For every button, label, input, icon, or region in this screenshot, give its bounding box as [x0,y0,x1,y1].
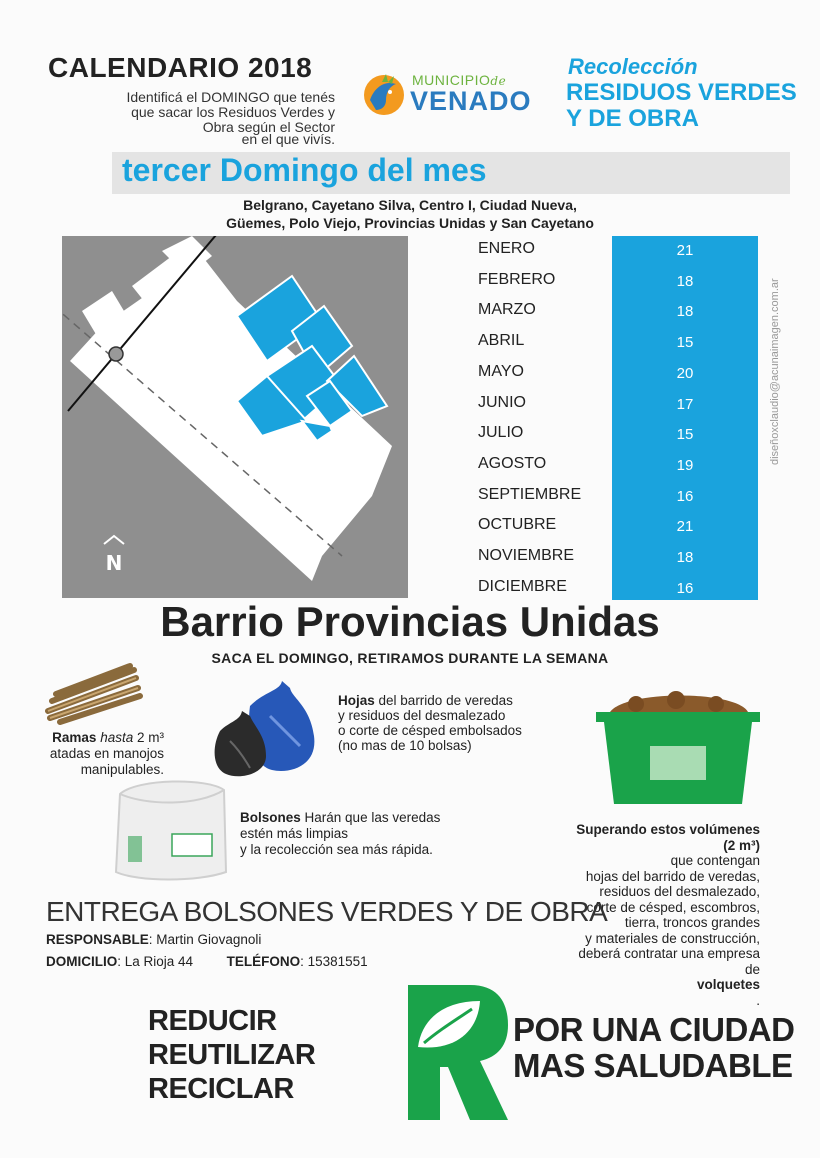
intro-line: Obra según el Sector [202,119,335,135]
logo-municipio-text: MUNICIPIOde [412,72,507,88]
branches-icon [42,656,144,726]
day-value: 16 [676,487,694,505]
reduce-reuse-recycle: REDUCIR REUTILIZAR RECICLAR [148,1005,316,1105]
month-label: JULIO [478,424,524,442]
intro-line: Identificá el DOMINGO que tenés [126,89,335,105]
logo-venado-text: VENADO [410,86,532,116]
month-label: MARZO [478,301,536,319]
day-value: 18 [676,272,694,290]
month-label: JUNIO [478,393,526,411]
recoleccion-title: Recolección [568,54,698,79]
intro-line: que sacar los Residuos Verdes y [131,104,335,120]
telefono-label: TELÉFONO [226,954,301,969]
day-value: 18 [676,549,694,566]
domicilio-info: DOMICILIO: La Rioja 44 TELÉFONO: 15381551 [46,954,368,969]
bolsones-description: Bolsones Harán que las veredas estén más limpias y la recolección sea más rápida. [240,810,441,857]
dumpster-icon [596,690,760,804]
barrio-subtitle: SACA EL DOMINGO, RETIRAMOS DURANTE LA SEMANA [211,650,609,666]
entrega-title: ENTREGA BOLSONES VERDES Y DE OBRA [46,896,608,927]
telefono-value: 15381551 [307,954,368,969]
hojas-description: Hojas del barrido de veredas y residuos del desmalezado o corte de césped embolsados (no mas de 10 bolsas) [338,693,522,753]
r-leaf-logo-icon [408,985,508,1120]
day-value: 17 [676,395,694,413]
day-value: 16 [676,579,694,597]
sector-heading: tercer Domingo del mes [122,152,487,188]
day-value: 21 [676,518,694,536]
month-label: DICIEMBRE [478,577,567,595]
day-value: 20 [676,364,694,382]
day-value: 15 [676,334,694,352]
day-value: 21 [676,242,694,259]
bulk-bag-icon [108,776,232,882]
calendar-title: CALENDARIO 2018 [48,52,313,83]
month-label: ABRIL [478,332,525,350]
neighborhood-list: Belgrano, Cayetano Silva, Centro I, Ciudad Nueva, Güemes, Polo Viejo, Provincias Unidas y San Cayetano [226,197,594,231]
month-label: AGOSTO [478,454,547,472]
day-value: 19 [676,456,694,474]
day-column [612,236,758,600]
credit-text [764,265,784,465]
intro-line: en el que vivís. [241,131,335,147]
residuos-title: RESIDUOS VERDES Y DE OBRA [566,79,797,132]
month-label: SEPTIEMBRE [478,485,582,503]
month-label: MAYO [478,362,524,380]
responsable-info: RESPONSABLE: Martin Giovagnoli [46,932,262,947]
garbage-bags-icon [210,676,322,780]
svg-text:diseñoxclaudio@acunaimagen.com: diseñoxclaudio@acunaimagen.com.ar [769,278,781,465]
intro-text [40,90,335,147]
sector-map [62,236,408,598]
month-label: NOVIEMBRE [478,547,575,564]
slogan: POR UNA CIUDAD MAS SALUDABLE [513,1011,795,1084]
month-label: FEBRERO [478,270,556,288]
day-value: 18 [676,303,694,321]
day-value: 15 [676,426,694,444]
month-label: ENERO [478,240,535,257]
north-label: N [105,551,123,575]
month-label: OCTUBRE [478,516,557,534]
ramas-description: Ramas hasta 2 m³ atadas en manojos manipulables. [49,730,164,777]
superando-description: Superando estos volúmenes (2 m³) que contengan hojas del barrido de veredas, residuos del desmalezado, corte de césped, escombros, tierra, troncos grandes y materiales de construcción, deberá contratar una empresa de volquetes . [576,822,760,1008]
barrio-title: Barrio Provincias Unidas [160,598,660,645]
